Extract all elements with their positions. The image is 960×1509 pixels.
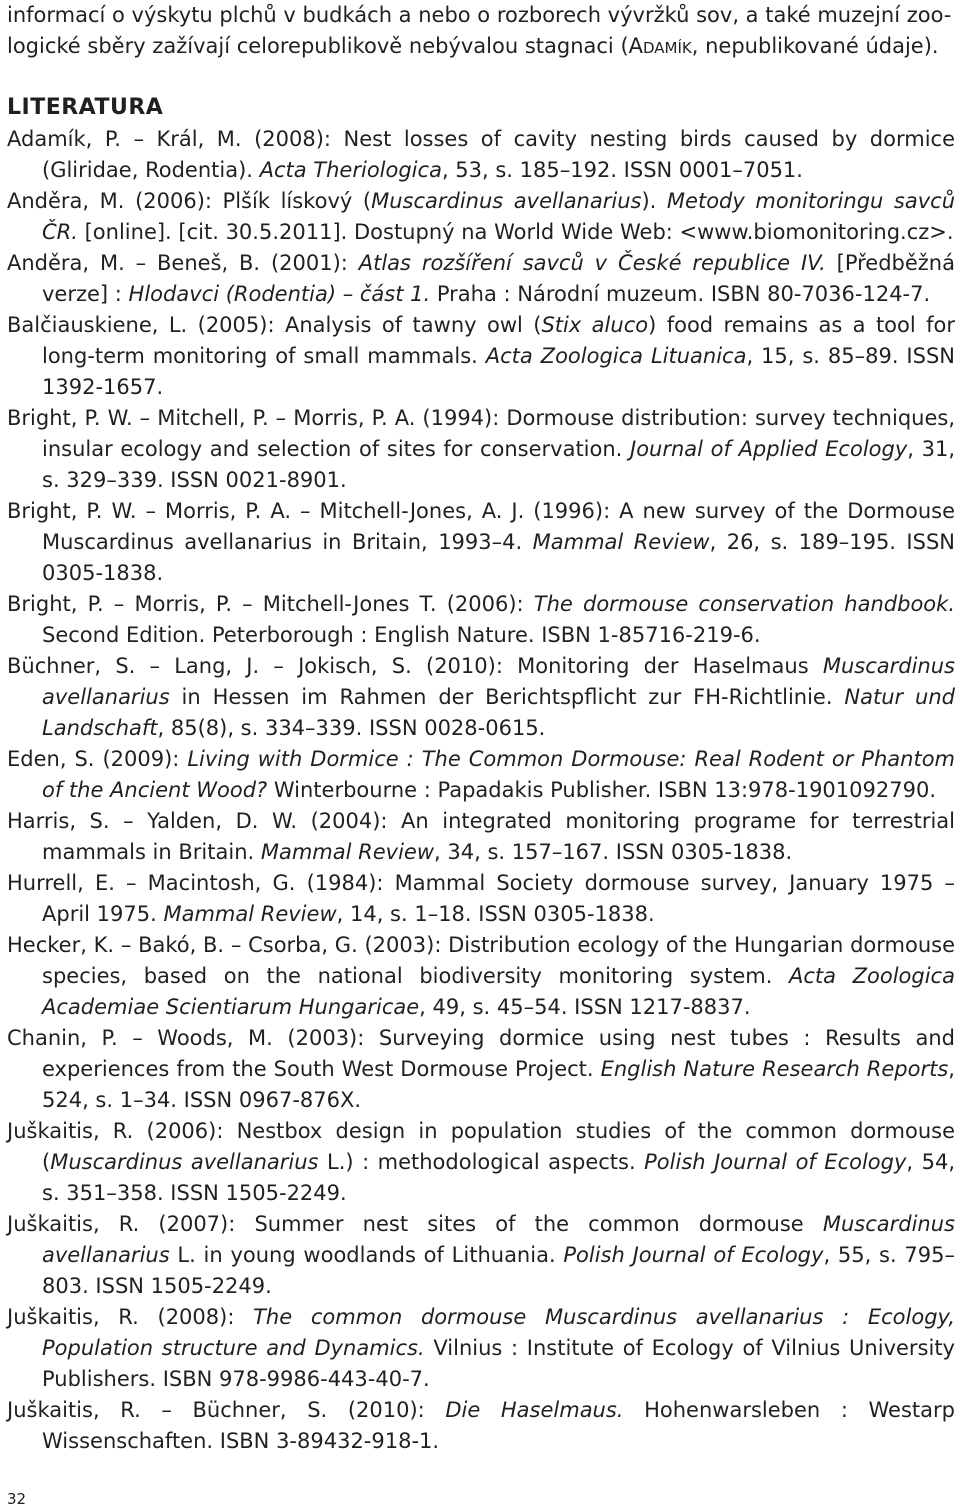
reference-text: , 15, s. 85–89. ISSN 1392-1657. bbox=[42, 344, 955, 399]
reference-text: , 49, s. 45–54. ISSN 1217-8837. bbox=[419, 995, 751, 1019]
reference-text: Hurrell, E. – Macintosh, G. (1984): Mammal Society dormouse survey, January 1975 – April 1975. bbox=[7, 871, 955, 926]
reference-text: Balčiauskiene, L. (2005): Analysis of tawny owl ( bbox=[7, 313, 542, 337]
reference-title-italic: Journal of Applied Ecology bbox=[630, 437, 908, 461]
reference-title-italic: Muscardinus avellanarius bbox=[371, 189, 642, 213]
reference-text: ) food remains as a tool for long-term monitoring of small mammals. bbox=[42, 313, 956, 368]
reference-title-italic: Living with Dormice : The Common Dormouse: Real Rodent or Phantom of the Ancient Wood? bbox=[42, 747, 955, 802]
reference-title-italic: Metody monitoringu savců ČR. bbox=[42, 189, 956, 244]
reference-text: Anděra, M. – Beneš, B. (2001): bbox=[7, 251, 359, 275]
reference-text: Second Edition. Peterborough : English Nature. ISBN 1-85716-219-6. bbox=[42, 623, 761, 647]
reference-entry bbox=[7, 124, 955, 186]
intro-line-2-start: logické sběry zažívají celorepublikově nebývalou stagnaci ( bbox=[7, 34, 629, 58]
reference-text: in Hessen im Rahmen der Berichtspflicht zur FH-Richtlinie. bbox=[169, 685, 845, 709]
reference-entry bbox=[7, 930, 955, 1023]
reference-title-italic: Acta Zoologica Lituanica bbox=[485, 344, 747, 368]
section-heading: LITERATURA bbox=[7, 95, 164, 120]
reference-entry bbox=[7, 589, 955, 651]
reference-title-italic: Mammal Review bbox=[532, 530, 710, 554]
intro-line-1: informací o výskytu plchů v budkách a nebo o rozborech vývržků sov, a také muzejní zoo- bbox=[7, 3, 952, 27]
reference-entry bbox=[7, 1302, 955, 1395]
reference-text: Winterbourne : Papadakis Publisher. ISBN 13:978-1901092790. bbox=[267, 778, 936, 802]
reference-text: Juškaitis, R. – Büchner, S. (2010): bbox=[7, 1398, 446, 1422]
reference-entry bbox=[7, 248, 955, 310]
reference-text: , 54, s. 351–358. ISSN 1505-2249. bbox=[42, 1150, 955, 1205]
reference-text: , 14, s. 1–18. ISSN 0305-1838. bbox=[336, 902, 655, 926]
reference-text: Juškaitis, R. (2008): bbox=[7, 1305, 254, 1329]
reference-text: Juškaitis, R. (2007): Summer nest sites of the common dormouse bbox=[7, 1212, 823, 1236]
page-content bbox=[7, 0, 955, 1457]
reference-text: Anděra, M. (2006): Plšík lískový ( bbox=[7, 189, 372, 213]
reference-text: , 53, s. 185–192. ISSN 0001–7051. bbox=[441, 158, 803, 182]
reference-entry bbox=[7, 1116, 955, 1209]
reference-text: Bright, P. W. – Morris, P. A. – Mitchell-Jones, A. J. (1996): A new survey of the Dormouse Muscardinus avellanarius in Britain, 1993–4. bbox=[7, 499, 955, 554]
reference-title-italic: English Nature Research Reports bbox=[600, 1057, 949, 1081]
reference-text: L.) : methodological aspects. bbox=[318, 1150, 645, 1174]
reference-text: [online]. [cit. 30.5.2011]. Dostupný na World Wide Web: <www.biomonitoring.cz>. bbox=[77, 220, 954, 244]
reference-entry bbox=[7, 310, 955, 403]
reference-title-italic: Mammal Review bbox=[260, 840, 435, 864]
reference-entry bbox=[7, 186, 955, 248]
reference-text: , 31, s. 329–339. ISSN 0021-8901. bbox=[42, 437, 956, 492]
reference-entry bbox=[7, 496, 955, 589]
reference-title-italic: Acta Theriologica bbox=[259, 158, 442, 182]
reference-title-italic: Polish Journal of Ecology bbox=[644, 1150, 907, 1174]
reference-title-italic: Die Haselmaus. bbox=[445, 1398, 624, 1422]
reference-entry bbox=[7, 1395, 955, 1457]
intro-line-2 bbox=[7, 31, 955, 62]
reference-text: , 85(8), s. 334–339. ISSN 0028-0615. bbox=[157, 716, 546, 740]
reference-title-italic: Muscardinus avellanarius bbox=[42, 1212, 955, 1267]
reference-text: L. in young woodlands of Lithuania. bbox=[169, 1243, 564, 1267]
reference-entry bbox=[7, 806, 955, 868]
reference-text: [Předběžná verze] : bbox=[42, 251, 955, 306]
reference-text: Hecker, K. – Bakó, B. – Csorba, G. (2003): Distribution ecology of the Hungarian dormouse species, based on the national biodiversity monitoring system. bbox=[7, 933, 955, 988]
intro-author: Adamík bbox=[628, 34, 692, 58]
page-number: 32 bbox=[7, 1490, 27, 1508]
reference-text: Hohenwarsleben : Westarp Wissenschaften. ISBN 3-89432-918-1. bbox=[42, 1398, 955, 1453]
reference-title-italic: Muscardinus avellanarius bbox=[42, 654, 955, 709]
reference-entry bbox=[7, 744, 955, 806]
intro-line-2-end: , nepublikované údaje). bbox=[691, 34, 939, 58]
reference-entry bbox=[7, 868, 955, 930]
reference-text: ). bbox=[641, 189, 667, 213]
reference-title-italic: Polish Journal of Ecology bbox=[563, 1243, 824, 1267]
reference-text: Bright, P. W. – Mitchell, P. – Morris, P. A. (1994): Dormouse distribution: survey techniques, insular ecology and selection of sites for conservation. bbox=[7, 406, 955, 461]
reference-text: Büchner, S. – Lang, J. – Jokisch, S. (2010): Monitoring der Haselmaus bbox=[7, 654, 823, 678]
reference-text: Eden, S. (2009): bbox=[7, 747, 188, 771]
reference-text: Harris, S. – Yalden, D. W. (2004): An integrated monitoring programe for terrestrial mammals in Britain. bbox=[7, 809, 955, 864]
reference-text: Praha : Národní muzeum. ISBN 80-7036-124-7. bbox=[430, 282, 931, 306]
reference-text: Chanin, P. – Woods, M. (2003): Surveying dormice using nest tubes : Results and experiences from the South West Dormouse Project. bbox=[7, 1026, 955, 1081]
reference-entry bbox=[7, 651, 955, 744]
reference-title-italic: Natur und Landschaft bbox=[42, 685, 955, 740]
reference-text: Vilnius : Institute of Ecology of Vilnius University Publishers. ISBN 978-9986-443-40-7. bbox=[42, 1336, 955, 1391]
reference-entry bbox=[7, 1023, 955, 1116]
reference-entry bbox=[7, 1209, 955, 1302]
reference-title-italic: Acta Zoologica Academiae Scientiarum Hungaricae bbox=[42, 964, 955, 1019]
reference-title-italic: The dormouse conservation handbook. bbox=[533, 592, 955, 616]
reference-list bbox=[7, 124, 955, 1457]
reference-text: , 524, s. 1–34. ISSN 0967-876X. bbox=[42, 1057, 955, 1112]
reference-text: , 34, s. 157–167. ISSN 0305-1838. bbox=[434, 840, 793, 864]
reference-title-italic: Hlodavci (Rodentia) – část 1. bbox=[128, 282, 431, 306]
reference-title-italic: The common dormouse Muscardinus avellanarius : Ecology, Population structure and Dynamics. bbox=[42, 1305, 955, 1360]
reference-title-italic: Muscardinus avellanarius bbox=[50, 1150, 319, 1174]
reference-text: Bright, P. – Morris, P. – Mitchell-Jones T. (2006): bbox=[7, 592, 534, 616]
reference-title-italic: Stix aluco bbox=[541, 313, 649, 337]
reference-text: , 55, s. 795–803. ISSN 1505-2249. bbox=[42, 1243, 955, 1298]
intro-paragraph bbox=[7, 0, 955, 62]
reference-text: Juškaitis, R. (2006): Nestbox design in population studies of the common dormouse ( bbox=[7, 1119, 955, 1174]
reference-text: , 26, s. 189–195. ISSN 0305-1838. bbox=[42, 530, 955, 585]
reference-entry bbox=[7, 403, 955, 496]
reference-text: Adamík, P. – Král, M. (2008): Nest losses of cavity nesting birds caused by dormice (Gliridae, Rodentia). bbox=[7, 127, 955, 182]
reference-title-italic: Atlas rozšíření savců v České republice IV. bbox=[358, 251, 826, 275]
reference-title-italic: Mammal Review bbox=[163, 902, 337, 926]
